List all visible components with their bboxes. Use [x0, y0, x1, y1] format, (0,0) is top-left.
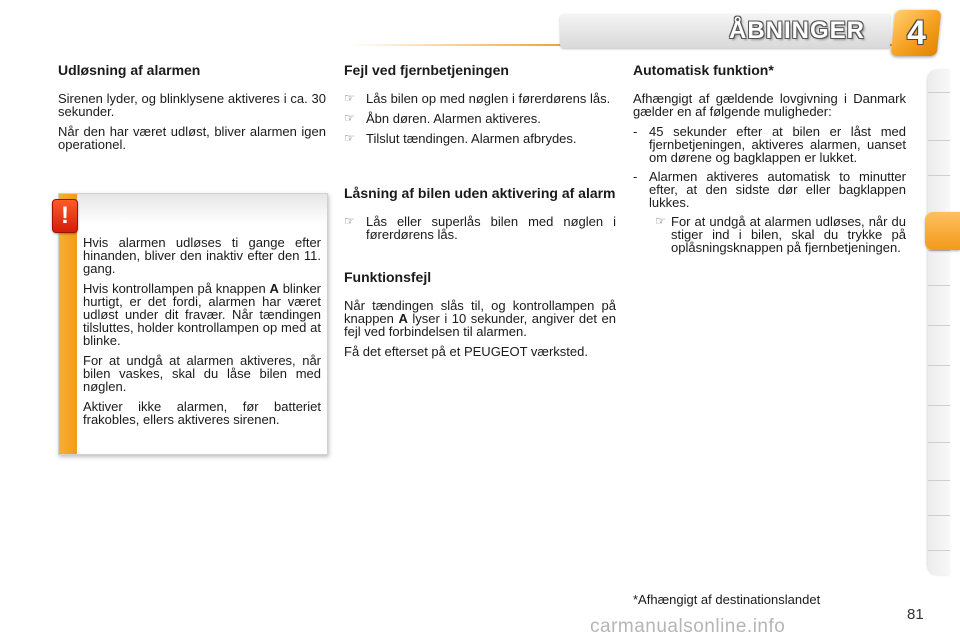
- pointing-hand-icon: ☞: [655, 214, 666, 228]
- list-item-text: Alarmen aktiveres automatisk to minutter efter, at den sidste dør eller bagklappen lukkes.: [649, 169, 906, 210]
- warning-paragraph: [83, 282, 321, 347]
- warning-paragraph: For at undgå at alarmen aktiveres, når bilen vaskes, skal du låse bilen med nøglen.: [83, 353, 321, 394]
- text-part: lyser i 10 sekunder, angiver det en fejl ved forbindelsen til alarmen.: [344, 311, 616, 339]
- footnote: *Afhængigt af destinationslandet: [633, 592, 821, 607]
- list-item: [344, 215, 616, 241]
- spacer: [344, 248, 616, 270]
- tab-divider: [928, 515, 950, 516]
- dash-marker: -: [633, 169, 638, 184]
- chapter-title: ÅBNINGER: [728, 17, 865, 44]
- heading-malfunction: Funktionsfejl: [344, 269, 432, 285]
- tab-divider: [928, 480, 950, 481]
- tab-divider: [928, 405, 950, 406]
- paragraph: Afhængigt af gældende lovgivning i Danmark gælder en af følgende muligheder:: [633, 91, 906, 119]
- paragraph: Få det efterset på et PEUGEOT værksted.: [344, 344, 588, 359]
- chapter-number: 4: [906, 13, 926, 52]
- text-part: Når tændingen slås til, og kontrollampen på knappen: [344, 298, 616, 326]
- list-item-text: 45 sekunder efter at bilen er låst med fjernbetjeningen, aktiveres alarmen, uanset om dørene og bagklappen er lukket.: [649, 124, 906, 165]
- warning-paragraph: Aktiver ikke alarmen, før batteriet frakobles, ellers aktiveres sirenen.: [83, 399, 321, 427]
- pointing-hand-icon: ☞: [344, 91, 355, 105]
- warning-text-part: blinker hurtigt, er det fordi, alarmen har været udløst under dit fravær. Når tændingen tilsluttes, holder kontrollampen op med at blinke.: [83, 281, 321, 348]
- tab-divider: [928, 550, 950, 551]
- list-item-text: Lås eller superlås bilen med nøglen i førerdørens lås.: [366, 214, 616, 242]
- list-item: [655, 215, 906, 254]
- warning-strip: [59, 194, 77, 454]
- tab-divider: [928, 140, 950, 141]
- column-automatic-function: [633, 63, 906, 260]
- warning-text: [83, 236, 321, 433]
- dash-marker: -: [633, 124, 638, 139]
- pointing-hand-icon: ☞: [344, 111, 355, 125]
- list-item: [344, 132, 616, 145]
- warning-icon: !: [52, 199, 78, 233]
- tab-divider: [928, 250, 950, 251]
- active-chapter-tab[interactable]: [925, 212, 960, 250]
- watermark: carmanualsonline.info: [590, 616, 786, 637]
- tab-divider: [928, 175, 950, 176]
- list-item: [633, 170, 906, 209]
- warning-text-part: Hvis kontrollampen på knappen: [83, 281, 266, 296]
- heading-lock-without-alarm: Låsning af bilen uden aktivering af alarm: [344, 185, 616, 201]
- paragraph: Sirenen lyder, og blinklysene aktiveres i ca. 30 sekunder.: [58, 91, 326, 119]
- list-item: [633, 125, 906, 164]
- chapter-badge: [891, 10, 942, 56]
- pointing-hand-icon: ☞: [344, 131, 355, 145]
- warning-header-shade: [77, 194, 327, 224]
- paragraph: Når den har været udløst, bliver alarmen igen operationel.: [58, 124, 326, 152]
- list-item-text: Tilslut tændingen. Alarmen afbrydes.: [366, 131, 577, 146]
- tab-divider: [928, 442, 950, 443]
- column-alarm-trigger: [58, 63, 326, 158]
- pointing-hand-icon: ☞: [344, 214, 355, 228]
- spacer: [344, 152, 616, 186]
- tab-divider: [928, 285, 950, 286]
- chapter-tab-strip: [928, 70, 950, 575]
- list-item-text: For at undgå at alarmen udløses, når du stiger ind i bilen, skal du trykke på oplåsningsknappen på fjernbetjeningen.: [671, 214, 906, 255]
- button-letter-a: A: [398, 311, 408, 326]
- warning-paragraph: Hvis alarmen udløses ti gange efter hinanden, bliver den inaktiv efter den 11. gang.: [83, 235, 321, 276]
- paragraph: [344, 299, 616, 338]
- tab-divider: [928, 92, 950, 93]
- page-header: [0, 0, 960, 58]
- heading-alarm-trigger: Udløsning af alarmen: [58, 62, 201, 78]
- tab-divider: [928, 365, 950, 366]
- tab-divider: [928, 325, 950, 326]
- list-item: [344, 112, 616, 125]
- page-number: 81: [907, 606, 924, 623]
- column-remote-faults: [344, 63, 616, 365]
- list-item: [344, 92, 616, 105]
- heading-remote-fault: Fejl ved fjernbetjeningen: [344, 62, 509, 78]
- button-letter-a: A: [269, 281, 279, 296]
- list-item-text: Lås bilen op med nøglen i førerdørens lås.: [366, 91, 611, 106]
- heading-automatic-function: Automatisk funktion*: [633, 62, 774, 78]
- list-item-text: Åbn døren. Alarmen aktiveres.: [366, 111, 541, 126]
